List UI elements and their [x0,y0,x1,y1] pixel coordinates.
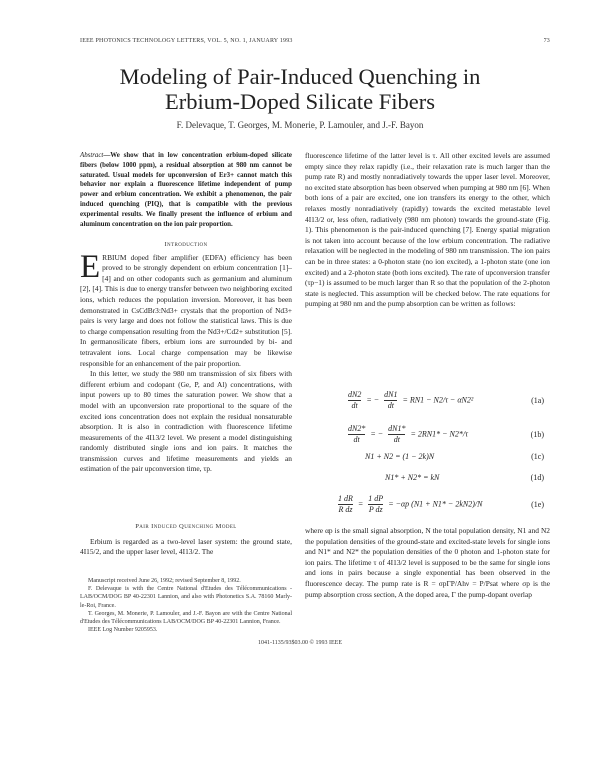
equation-number: (1c) [531,452,544,461]
intro-paragraph-1: ERBIUM doped fiber amplifier (EDFA) efficiency has been proved to be strongly dependent on erbium concentration [1]–[4] and on other codopants such as germanium and aluminum [2], [4]. This is due to energy transfer between two neighboring excited ions, which reduces the population inversion. Moreover, it has been demonstrated in CsCdBr3:Nd3+ crystals that the proportion of Nd3+ pairs is very large and does not follow the statistical laws. This is due to charge compensation resulting from the Nd3+/Cd2+ substitution [5]. In germanosilicate fibers, erbium ions are surrounded by bi- and tetravalent ions. Local charge compensation may be likewise responsible for an enhancement of the pair proportion. [80,248,292,368]
abstract-text: —We show that in low concentration erbium-doped silicate fibers (below 1000 ppm), a residual absorption at 980 nm cannot be saturated. Usual models for upconversion of Er3+ cannot match this behavior nor explain a fluorescence lifetime independent of pump power and erbium concentration. We exhibit a phenomenon, the pair induced quenching (PIQ), that is compatible with the previous experimental results. We finally present the influence of erbium and aluminum concentration on the ion pair proportion. [80,152,292,228]
running-header [80,38,550,44]
equation-number: (1d) [530,473,544,482]
equation-number: (1b) [530,430,544,439]
title-line-1: Modeling of Pair-Induced Quenching in [119,64,481,89]
abstract-label: Abstract [80,152,104,159]
footnotes [80,577,292,634]
footnote-affiliation-1: F. Delevaque is with the Centre National d'Etudes des Télécommunications - LAB/OCM/DOG BP 40-22301 Lannion, and also with Photonetics S.A. 78160 Marly-le-Roi, France. [80,586,292,609]
title-line-2: Erbium-Doped Silicate Fibers [165,89,435,114]
author-list: F. Delevaque, T. Georges, M. Monerie, P. Lamouler, and J.-F. Bayon [176,120,424,130]
section-heading-introduction: Introduction [164,241,208,248]
piq-section [80,522,292,558]
footnote-affiliation-2: T. Georges, M. Monerie, P. Lamouler, and J.-F. Bayon are with the Centre National d'Etudes des Télécommunications LAB/OCM/DOG BP 40-22301 Lannion, France. [80,610,292,626]
piq-paragraph-1: Erbium is regarded as a two-level laser system: the ground state, 4I15/2, and the upper laser level, 4I13/2. The [80,536,292,557]
page-number: 73 [543,38,550,44]
footnote-received: Manuscript received June 26, 1992; revised September 8, 1992. [88,578,241,584]
section-heading-piq: Pair Induced Quenching Model [135,523,237,530]
drop-cap: E [80,248,101,285]
paper-title [0,64,600,114]
equation-number: (1e) [531,500,544,509]
footnote-log-number: IEEE Log Number 9205953. [88,627,158,634]
copyright-footer: 1041-1135/93$03.00 © 1993 IEEE [258,640,342,646]
journal-name: IEEE PHOTONICS TECHNOLOGY LETTERS, VOL. 5, NO. 1, JANUARY 1993 [80,38,293,44]
intro-paragraph-2: In this letter, we study the 980 nm transmission of six fibers with different erbium and codopant (Ge, P, and Al) concentrations, with input powers up to 80 times the saturation power. We show that a model with an upconversion rate proportional to the square of the excited ions concentration does not explain the residual nonsaturable absorption. It is also in contradiction with fluorescence lifetime measurements of the 4I13/2 level. We present a model distinguishing randomly distributed single ions and ion pairs. It matches the transmission curves and lifetime measurements and yields an estimation of the pair upconversion time, τp. [80,369,292,474]
equation-number: (1a) [531,396,544,405]
right-column-text-2 [305,526,550,600]
right-paragraph-2: where αp is the small signal absorption, N the total population density, N1 and N2 the population densities of the ground-state and excited-state levels for single ions and N1* and N2* the population densities of the 0 photon and 1-photon state for ion pairs. The lifetime τ of 4I13/2 level is supposed to be the same for single ions and ions in pairs because a single exponential has been observed in the fluorescence decay. The pump rate is R = σpΓP/Ahν = P/Psat where σp is the pump absorption cross section, A the doped area, Γ the pump-dopant overlap [305,526,550,599]
introduction-section [80,240,292,475]
right-column-text [305,151,550,310]
right-paragraph-1: fluorescence lifetime of the latter level is τ. All other excited levels are assumed empty since they relax rapidly (i.e., their relaxation rate is much larger than the pump rate R) and mostly nonradiatively towards the upper laser level. Moreover, no excited state absorption has been observed when pumping at 980 nm [6]. When both ions of a pair are excited, one ion transfers its energy to the other, which relaxes mostly nonradiatively (rapidly) towards the excited metastable level 4I13/2 or, less often, radiatively (980 nm photon) towards the ground-state (Fig. 1). This phenomenon is the pair-induced quenching [7]. Energy spatial migration is not taken into account because of the low erbium concentration. The radiative relaxation will be neglected in the modeling of 980 nm transmission. The ion pairs can be in three states: a 0-photon state (no ion excited), a 1-photon state (one ion excited) and a 2-photon state (both ions excited). The rate of upconversion transfer (τp−1) is assumed to be much larger than R so that the population of the 2-photon state is neglected. This assumption will be checked below. The rate equations for pumping at 980 nm and the pump absorption can be written as follows: [305,151,550,309]
abstract [80,151,292,229]
